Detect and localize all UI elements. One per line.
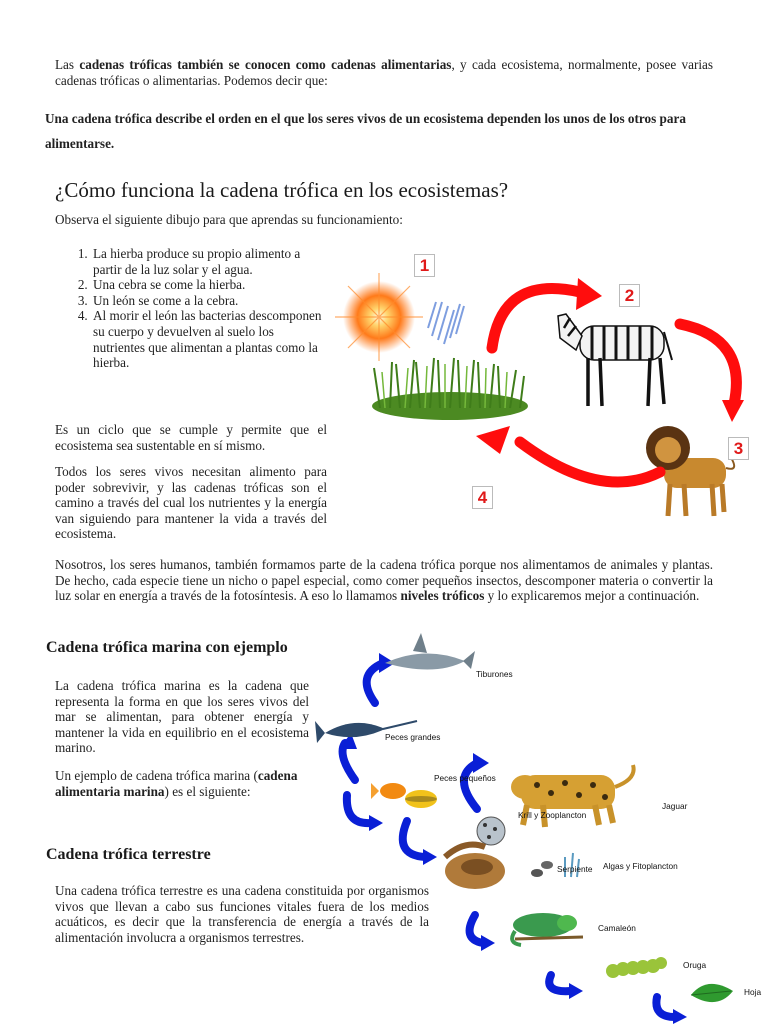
zebra-icon [558, 314, 672, 406]
label-peces-pequenos: Peces pequeños [434, 773, 496, 783]
terrestrial-text: Una cadena trófica terrestre es una cadena constituida por organismos vivos que llevan a cabo sus funciones vitales fuera de los medios acuáticos, es decir que la transferencia de energía a través de la alimentación involucra a organismos terrestres. [55, 883, 429, 945]
label-hoja: Hoja [744, 987, 762, 997]
diagram-number-4: 4 [472, 486, 493, 509]
section-title-terrestrial: Cadena trófica terrestre [46, 846, 211, 863]
label-camaleon: Camaleón [598, 923, 636, 933]
step-item: 4. Al morir el león las bacterias descomponen su cuerpo y devuelven al suelo los nutrientes que alimentan a plantas como la hierba. [91, 308, 327, 370]
grass-icon [372, 358, 528, 420]
krill-icon [477, 817, 505, 845]
observe-text: Observa el siguiente dibujo para que aprendas su funcionamiento: [55, 212, 403, 227]
label-serpiente: Serpiente [557, 864, 593, 874]
label-tiburones: Tiburones [476, 669, 513, 679]
small-fish-icon [371, 783, 437, 808]
label-oruga: Oruga [683, 960, 707, 970]
diagram-number-3: 3 [728, 437, 749, 460]
cycle-arrows [492, 288, 736, 482]
step-item: 3. Un león se come a la cebra. [91, 293, 327, 309]
section-title-ecosystems: ¿Cómo funciona la cadena trófica en los ecosistemas? [55, 178, 509, 202]
cycle-text: Es un ciclo que se cumple y permite que el ecosistema sea sustentable en sí mismo. [55, 422, 327, 453]
chameleon-icon [512, 913, 583, 945]
steps-list [55, 246, 327, 371]
step-item: 2. Una cebra se come la hierba. [91, 277, 327, 293]
sun-icon [335, 273, 423, 361]
snake-icon [445, 845, 505, 889]
label-algas: Algas y Fitoplancton [603, 861, 678, 871]
step-item: 1. La hierba produce su propio alimento a partir de la luz solar y el agua. [91, 246, 327, 277]
definition-paragraph: Una cadena trófica describe el orden en el que los seres vivos de un ecosistema dependen los unos de los otros para alimentarse. [45, 111, 686, 151]
living-beings-text: Todos los seres vivos necesitan alimento para poder sobrevivir, y las cadenas tróficas son el camino a través del cual los nutrientes y la energía van siguiendo para mantener la vida a través del ecosistema. [55, 464, 327, 542]
humans-text: Nosotros, los seres humanos, también formamos parte de la cadena trófica porque nos alimentamos de animales y plantas. De hecho, cada especie tiene un nicho o papel especial, como comer pequeños insectos, descomponer materia o convertir la luz solar en energía a través de la fotosíntesis. A eso lo llamamos niveles tróficos y lo explicaremos mejor a continuación. [55, 557, 713, 604]
caterpillar-icon [606, 957, 667, 978]
shark-icon [385, 633, 475, 670]
food-cycle-diagram [330, 240, 760, 530]
rain-icon [428, 302, 464, 344]
diagram-number-2: 2 [619, 284, 640, 307]
intro-paragraph: Las cadenas tróficas también se conocen como cadenas alimentarias, y cada ecosistema, normalmente, posee varias cadenas tróficas o alimentarias. Podemos decir que: [55, 57, 713, 88]
label-peces-grandes: Peces grandes [385, 732, 441, 742]
marine-example-text: Un ejemplo de cadena trófica marina (cadena alimentaria marina) es el siguiente: [55, 768, 298, 799]
diagram-number-1: 1 [414, 254, 435, 277]
label-jaguar: Jaguar [662, 801, 688, 811]
section-title-marine: Cadena trófica marina con ejemplo [46, 639, 288, 656]
leaf-icon [691, 984, 733, 1002]
marine-text: La cadena trófica marina es la cadena que representa la forma en que los seres vivos del mar se alimentan, para obtener energía y mantener la vida en equilibrio en el ecosistema marino. [55, 678, 309, 756]
label-krill: Krill y Zooplancton [518, 810, 587, 820]
